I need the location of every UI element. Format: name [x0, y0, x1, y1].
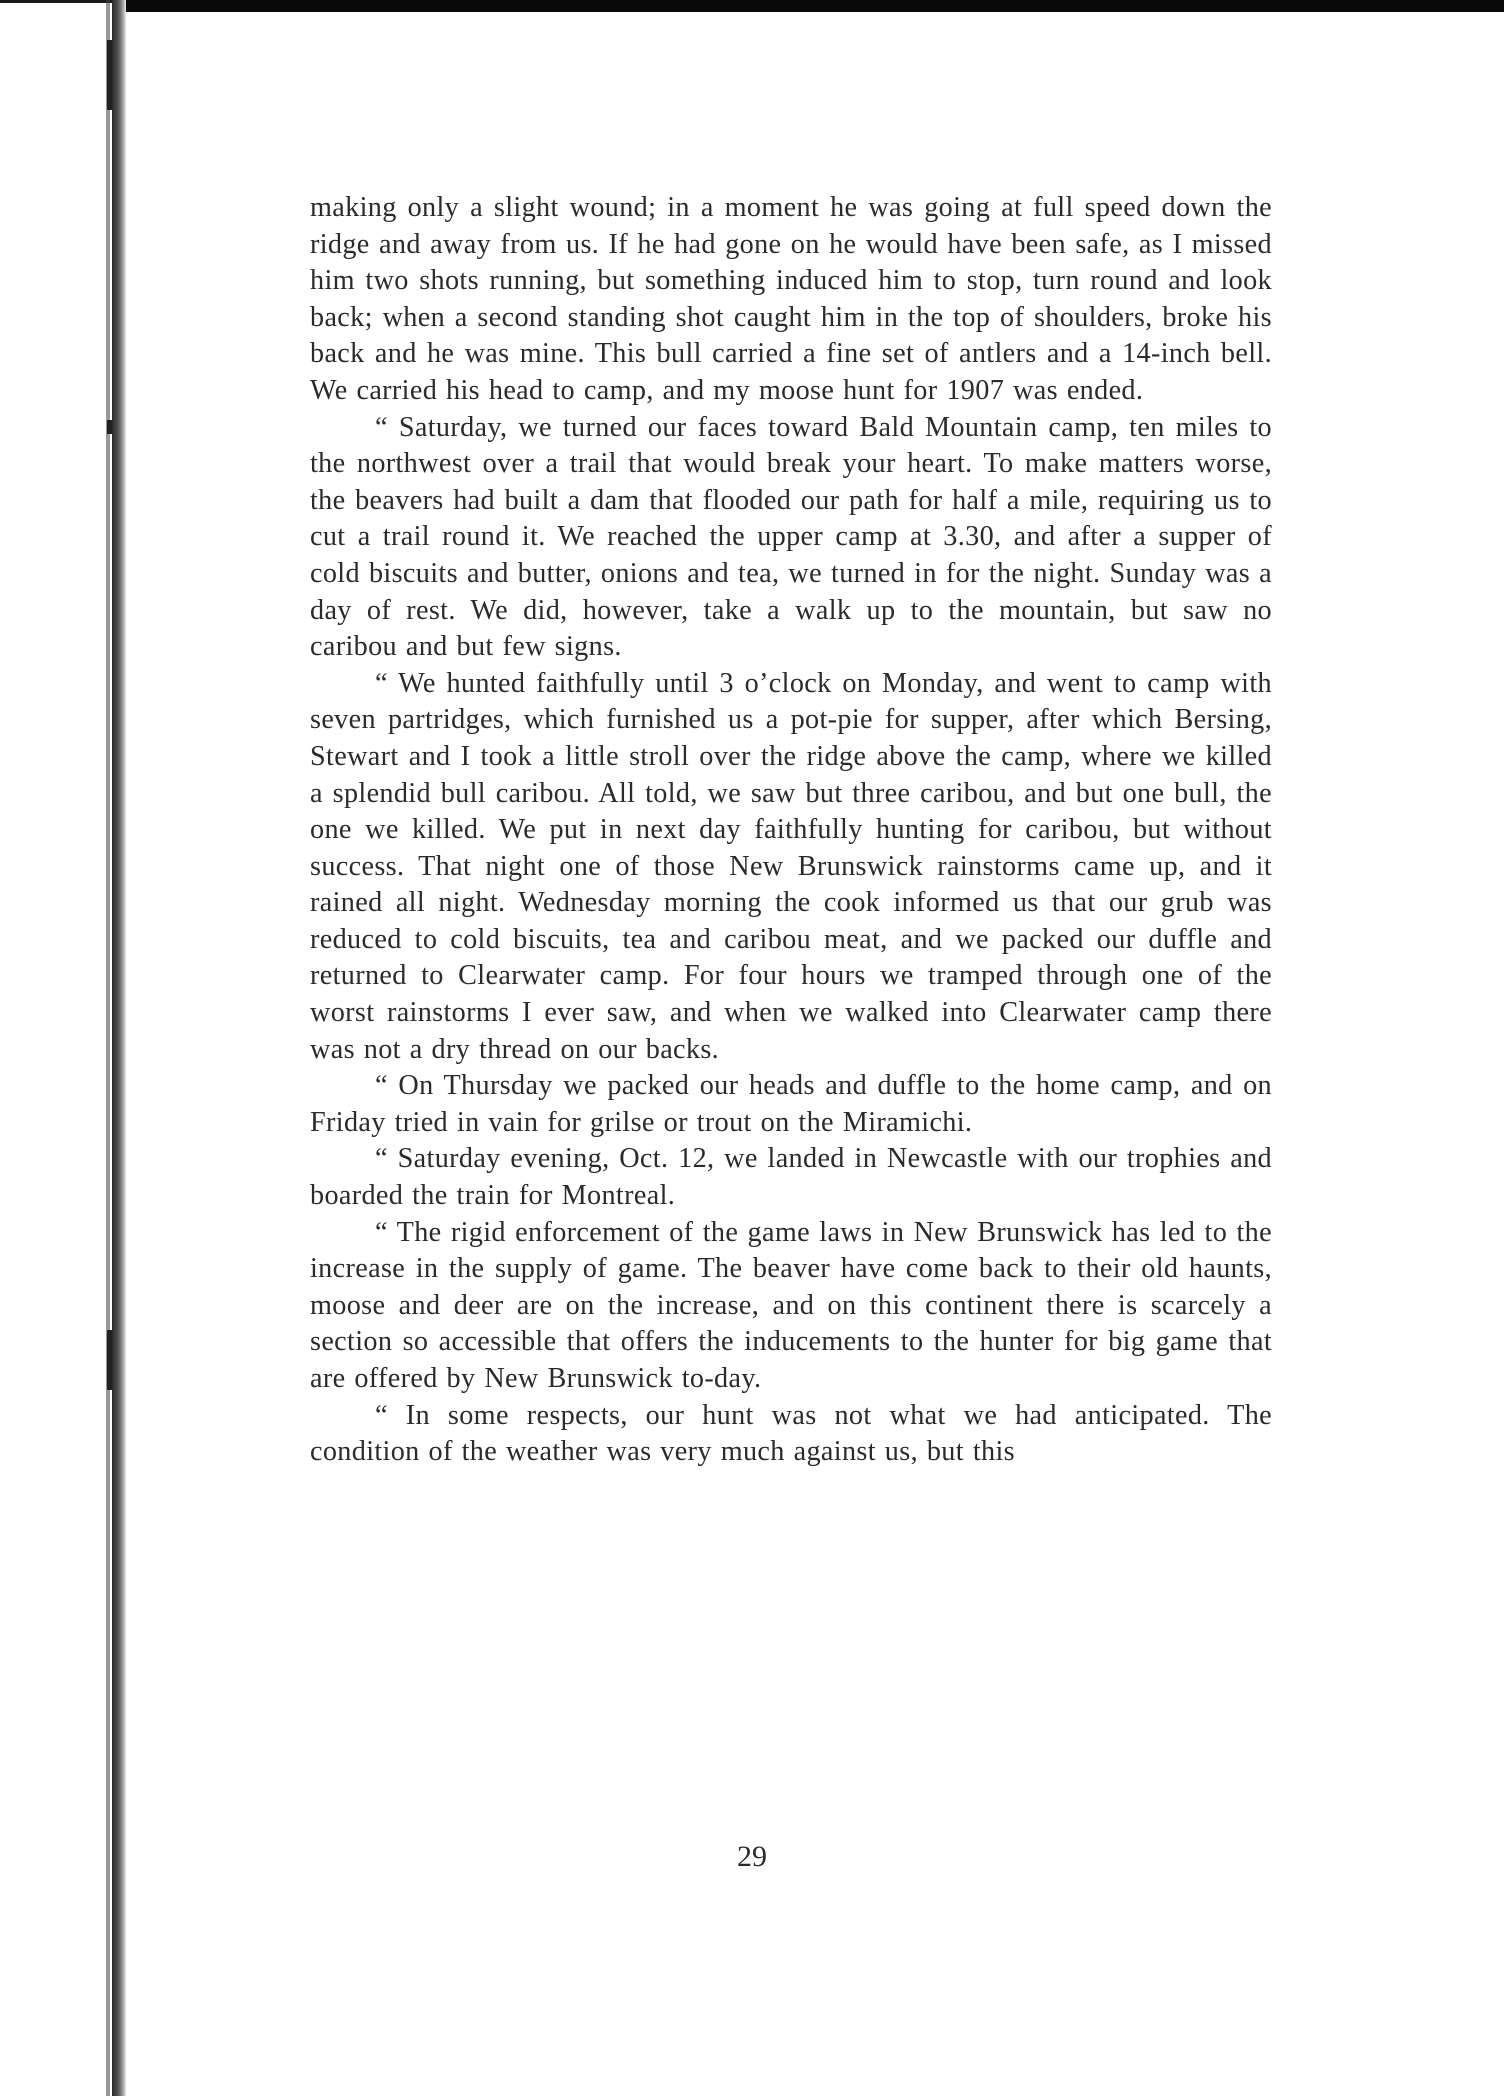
edge-mark — [107, 420, 112, 434]
book-spine-edge — [112, 0, 126, 2096]
page-gutter-shadow — [106, 0, 110, 2096]
paragraph: “ Saturday evening, Oct. 12, we landed in Newcastle with our trophies and boarded the train for Montreal. — [310, 1143, 1272, 1212]
paragraph: “ Saturday, we turned our faces toward Bald Mountain camp, ten miles to the northwest over a trail that would break your heart. To make matters worse, the beavers had built a dam that flooded our path for half a mile, requiring us to cut a trail round it. We reached the upper camp at 3.30, and after a supper of cold biscuits and butter, onions and tea, we turned in for the night. Sunday was a day of rest. We did, however, take a walk up to the mountain, but saw no caribou and but few signs. — [310, 411, 1272, 663]
top-edge-left — [0, 0, 112, 3]
body-text — [310, 190, 1272, 1471]
paragraph: “ In some respects, our hunt was not what we had anticipated. The condition of the weather was very much against us, but this — [310, 1399, 1272, 1468]
paragraph: “ We hunted faithfully until 3 o’clock on Monday, and went to camp with seven partridges, which furnished us a pot-pie for supper, after which Bersing, Stewart and I took a little stroll over the ridge above the camp, where we killed a splendid bull caribou. All told, we saw but three caribou, and but one bull, the one we killed. We put in next day faithfully hunting for caribou, but without success. That night one of those New Brunswick rainstorms came up, and it rained all night. Wednesday morning the cook informed us that our grub was reduced to cold biscuits, tea and caribou meat, and we packed our duffle and returned to Clearwater camp. For four hours we tramped through one of the worst rainstorms I ever saw, and when we walked into Clearwater camp there was not a dry thread on our backs. — [310, 667, 1272, 1065]
edge-mark — [107, 40, 112, 110]
paragraph: making only a slight wound; in a moment he was going at full speed down the ridge and away from us. If he had gone on he would have been safe, as I missed him two shots running, but something induced him to stop, turn round and look back; when a second standing shot caught him in the top of shoulders, broke his back and he was mine. This bull carried a fine set of antlers and a 14-inch bell. We carried his head to camp, and my moose hunt for 1907 was ended. — [310, 192, 1272, 406]
top-edge-rule — [112, 0, 1504, 12]
page-number: 29 — [737, 1840, 767, 1873]
edge-mark — [107, 1330, 112, 1390]
paragraph: “ On Thursday we packed our heads and duffle to the home camp, and on Friday tried in vain for grilse or trout on the Miramichi. — [310, 1070, 1272, 1138]
paragraph: “ The rigid enforcement of the game laws in New Brunswick has led to the increase in the supply of game. The beaver have come back to their old haunts, moose and deer are on the increase, and on this continent there is scarcely a section so accessible that offers the inducements to the hunter for big game that are offered by New Brunswick to-day. — [310, 1216, 1272, 1394]
